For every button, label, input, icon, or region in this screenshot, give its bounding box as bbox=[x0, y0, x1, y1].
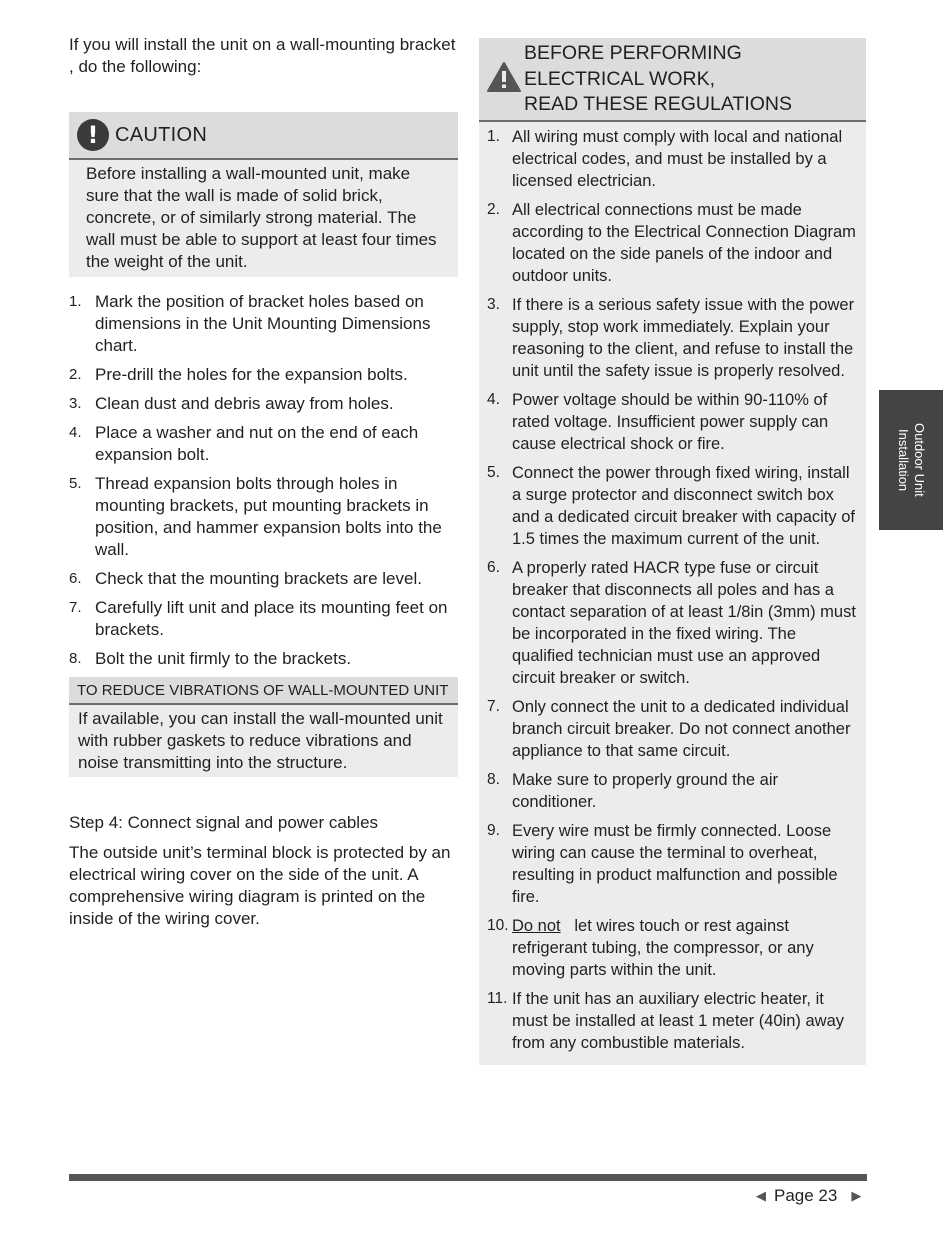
item-number: 7. bbox=[487, 698, 500, 715]
emphasis-text: Do not bbox=[512, 917, 561, 935]
item-number: 1. bbox=[487, 128, 500, 145]
list-item bbox=[69, 422, 458, 466]
item-number: 4. bbox=[69, 424, 82, 441]
item-number: 9. bbox=[487, 822, 500, 839]
item-text: Bolt the unit firmly to the brackets. bbox=[95, 649, 352, 668]
left-column bbox=[69, 34, 458, 930]
item-number: 1. bbox=[69, 293, 82, 310]
item-text: Clean dust and debris away from holes. bbox=[95, 394, 394, 413]
vibration-title: TO REDUCE VIBRATIONS OF WALL-MOUNTED UNIT bbox=[69, 677, 458, 705]
item-text: A properly rated HACR type fuse or circuit breaker that disconnects all poles and has a contact separation of at least 1/8in (3mm) must be incorporated in the fixed wiring. The qualified technician must use an approved circuit breaker or switch. bbox=[512, 559, 856, 687]
mounting-steps bbox=[69, 291, 458, 670]
caution-body: Before installing a wall-mounted unit, make sure that the wall is made of solid brick, concrete, or of similarly strong material. The wall must be able to support at least four times the weight of the unit. bbox=[86, 164, 437, 271]
list-item bbox=[479, 294, 866, 382]
list-item bbox=[69, 648, 458, 670]
item-text: Connect the power through fixed wiring, install a surge protector and disconnect switch box and a dedicated circuit breaker with capacity of 1.5 times the maximum current of the unit. bbox=[512, 464, 856, 548]
item-number: 3. bbox=[487, 296, 500, 313]
triangle-left-icon[interactable]: ◀ bbox=[756, 1188, 766, 1204]
list-item bbox=[479, 389, 866, 455]
item-number: 5. bbox=[69, 475, 82, 492]
list-item bbox=[69, 364, 458, 386]
list-item bbox=[479, 988, 866, 1054]
item-text: Power voltage should be within 90-110% of rated voltage. Insufficient power supply can cause electrical shock or fire. bbox=[512, 391, 829, 453]
list-item bbox=[479, 769, 866, 813]
item-text: Make sure to properly ground the air conditioner. bbox=[512, 771, 778, 811]
exclamation-icon: ! bbox=[77, 119, 109, 151]
item-number: 6. bbox=[487, 559, 500, 576]
item-text: If the unit has an auxiliary electric heater, it must be installed at least 1 meter (40in) away from any combustible materials. bbox=[512, 990, 844, 1052]
regulations-title bbox=[524, 41, 792, 118]
item-text: All electrical connections must be made according to the Electrical Connection Diagram located on the side panels of the indoor and outdoor units. bbox=[512, 201, 856, 285]
list-item bbox=[69, 291, 458, 357]
item-number: 11. bbox=[487, 990, 508, 1007]
list-item bbox=[479, 915, 866, 981]
item-number: 4. bbox=[487, 391, 500, 408]
title-line: READ THESE REGULATIONS bbox=[524, 93, 793, 115]
step4-body: The outside unit’s terminal block is protected by an electrical wiring cover on the side of the unit. A comprehensive wiring diagram is printed on the inside of the wiring cover. bbox=[69, 843, 451, 928]
intro-text: If you will install the unit on a wall-mounting bracket , do the following: bbox=[69, 35, 456, 76]
item-text: let wires touch or rest against refrigerant tubing, the compressor, or any moving parts within the unit. bbox=[512, 917, 814, 979]
list-item bbox=[69, 473, 458, 561]
caution-box bbox=[69, 112, 458, 277]
list-item bbox=[479, 126, 866, 192]
regulations-list bbox=[479, 122, 866, 1054]
warning-triangle-icon bbox=[486, 61, 522, 93]
item-text: Every wire must be firmly connected. Loose wiring can cause the terminal to overheat, resulting in product malfunction and possible fire. bbox=[512, 822, 838, 906]
list-item bbox=[479, 820, 866, 908]
item-number: 7. bbox=[69, 599, 82, 616]
item-number: 8. bbox=[69, 650, 82, 667]
vibration-box bbox=[69, 677, 458, 777]
side-tab-line: Installation bbox=[896, 428, 911, 492]
item-text: Thread expansion bolts through holes in mounting brackets, put mounting brackets in position, and hammer expansion bolts into the wall. bbox=[95, 474, 442, 559]
page-number: Page 23 bbox=[774, 1186, 838, 1205]
item-number: 8. bbox=[487, 771, 500, 788]
item-text: All wiring must comply with local and national electrical codes, and must be installed by a licensed electrician. bbox=[512, 128, 843, 190]
triangle-right-icon[interactable]: ▶ bbox=[851, 1188, 862, 1204]
electrical-regulations-box bbox=[479, 38, 866, 1065]
item-number: 10. bbox=[487, 917, 509, 934]
item-number: 5. bbox=[487, 464, 500, 481]
section-side-tab[interactable] bbox=[879, 390, 943, 530]
list-item bbox=[479, 557, 866, 689]
list-item bbox=[479, 199, 866, 287]
list-item bbox=[69, 597, 458, 641]
item-text: Check that the mounting brackets are level. bbox=[95, 569, 422, 588]
item-number: 6. bbox=[69, 570, 82, 587]
footer-divider bbox=[69, 1174, 867, 1181]
item-number: 3. bbox=[69, 395, 82, 412]
caution-title: CAUTION bbox=[115, 123, 208, 146]
caution-header bbox=[69, 112, 458, 160]
vibration-body: If available, you can install the wall-mounted unit with rubber gaskets to reduce vibrations and noise transmitting into the structure. bbox=[78, 709, 443, 772]
item-text: Mark the position of bracket holes based on dimensions in the Unit Mounting Dimensions chart. bbox=[95, 292, 431, 355]
page-footer bbox=[756, 1185, 861, 1207]
item-text: Carefully lift unit and place its mounting feet on brackets. bbox=[95, 598, 448, 639]
side-tab-label bbox=[895, 423, 927, 497]
title-line: ELECTRICAL WORK, bbox=[524, 67, 716, 90]
item-text: Pre-drill the holes for the expansion bolts. bbox=[95, 365, 408, 384]
item-text: If there is a serious safety issue with the power supply, stop work immediately. Explain your reasoning to the client, and refuse to install the unit until the safety issue is properly resolved. bbox=[512, 296, 855, 380]
list-item bbox=[69, 393, 458, 415]
item-text: Place a washer and nut on the end of each expansion bolt. bbox=[95, 423, 419, 464]
step4-title: Step 4: Connect signal and power cables bbox=[69, 813, 379, 832]
item-number: 2. bbox=[487, 201, 500, 218]
title-line: BEFORE PERFORMING bbox=[524, 42, 742, 64]
regulations-header bbox=[479, 38, 866, 122]
item-number: 2. bbox=[69, 366, 82, 383]
list-item bbox=[69, 568, 458, 590]
item-text: Only connect the unit to a dedicated individual branch circuit breaker. Do not connect another appliance to that same circuit. bbox=[512, 698, 851, 760]
list-item bbox=[479, 462, 866, 550]
side-tab-line: Outdoor Unit bbox=[912, 423, 927, 497]
list-item bbox=[479, 696, 866, 762]
